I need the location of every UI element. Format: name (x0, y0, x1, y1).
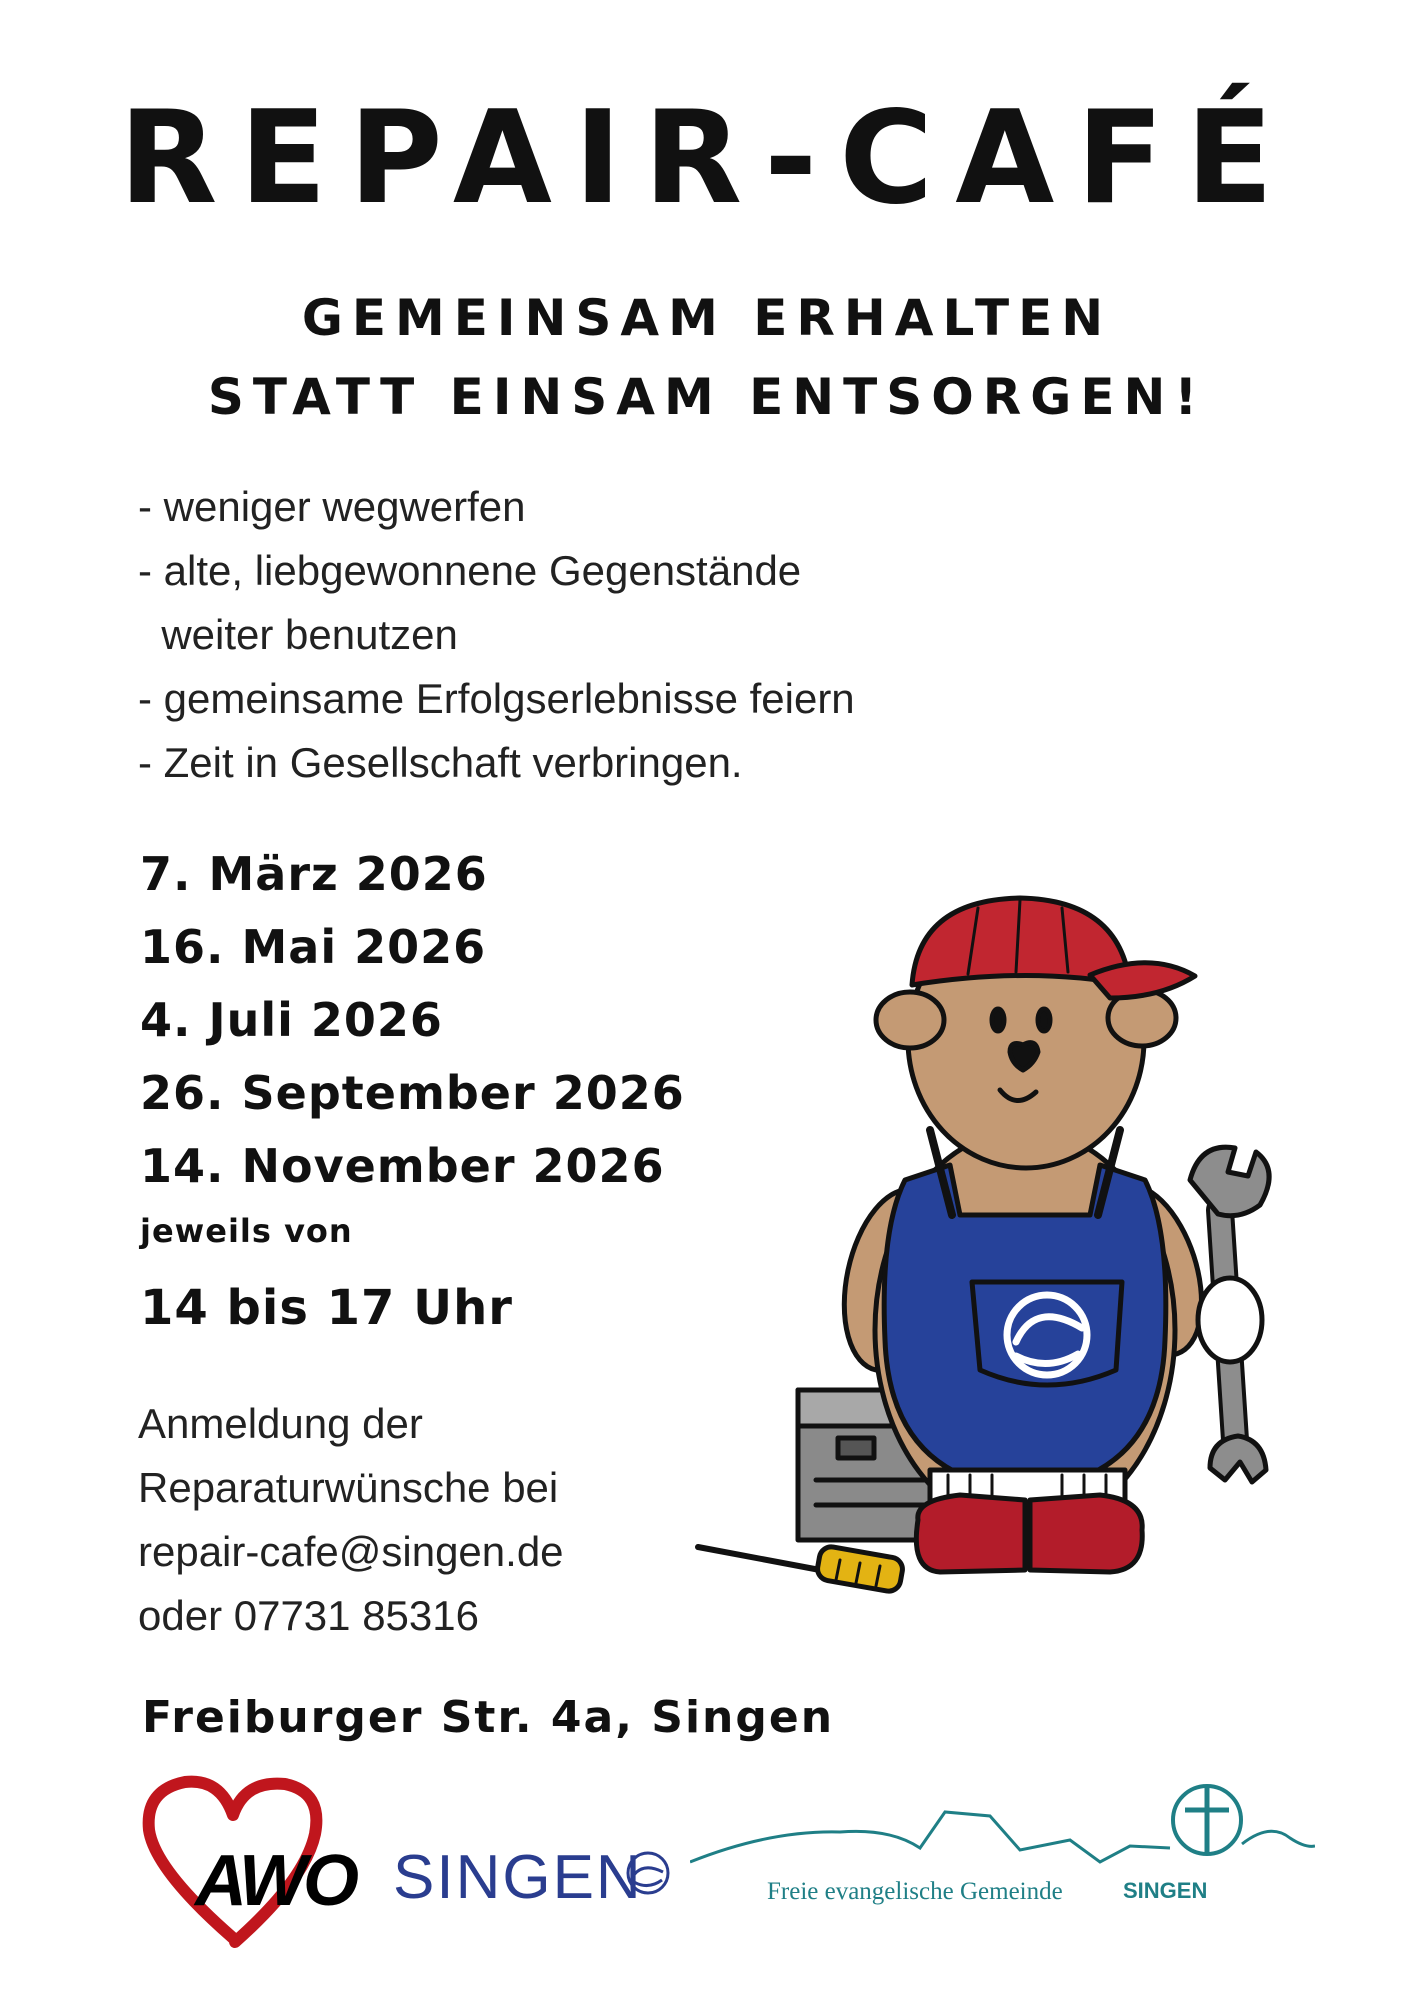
benefit-item: - gemeinsame Erfolgserlebnisse feiern (138, 675, 855, 722)
date-item: 14. November 2026 (140, 1139, 665, 1193)
bear-mascot-illustration (690, 880, 1310, 1620)
feg-mountain-cross-icon (690, 1770, 1315, 1890)
benefit-item: weiter benutzen (138, 611, 458, 658)
date-item: 26. September 2026 (140, 1066, 685, 1120)
contact-line-2: Reparaturwünsche bei (138, 1464, 559, 1511)
subtitle-line-1: GEMEINSAM ERHALTEN (301, 289, 1113, 347)
date-item: 16. Mai 2026 (140, 920, 487, 974)
sponsor-logos (135, 1770, 1315, 1950)
contact-phone[interactable]: oder 07731 85316 (138, 1592, 479, 1639)
dates-list (140, 838, 685, 1203)
date-item: 7. März 2026 (140, 847, 488, 901)
feg-logo-city: SINGEN (1123, 1878, 1208, 1903)
poster-title: REPAIR-CAFÉ (118, 84, 1296, 233)
screwdriver-icon (698, 1545, 904, 1593)
contact-email[interactable]: repair-cafe@singen.de (138, 1528, 564, 1575)
schedule-time: 14 bis 17 Uhr (140, 1280, 513, 1336)
subtitle-line-2: STATT EINSAM ENTSORGEN! (207, 368, 1207, 426)
singen-wave-icon (625, 1850, 671, 1896)
benefit-item: - weniger wegwerfen (138, 483, 526, 530)
feg-logo-text: Freie evangelische Gemeinde (767, 1878, 1063, 1905)
venue-address: Freiburger Str. 4a, Singen (142, 1692, 835, 1743)
schedule-each: jeweils von (140, 1212, 353, 1250)
benefits-list (138, 475, 855, 795)
contact-block (138, 1392, 564, 1648)
date-item: 4. Juli 2026 (140, 993, 443, 1047)
singen-logo-text: SINGEN (393, 1843, 643, 1912)
awo-logo-text: AWO (195, 1841, 355, 1921)
benefit-item: - Zeit in Gesellschaft verbringen. (138, 739, 743, 786)
contact-line-1: Anmeldung der (138, 1400, 423, 1447)
benefit-item: - alte, liebgewonnene Gegenstände (138, 547, 802, 594)
